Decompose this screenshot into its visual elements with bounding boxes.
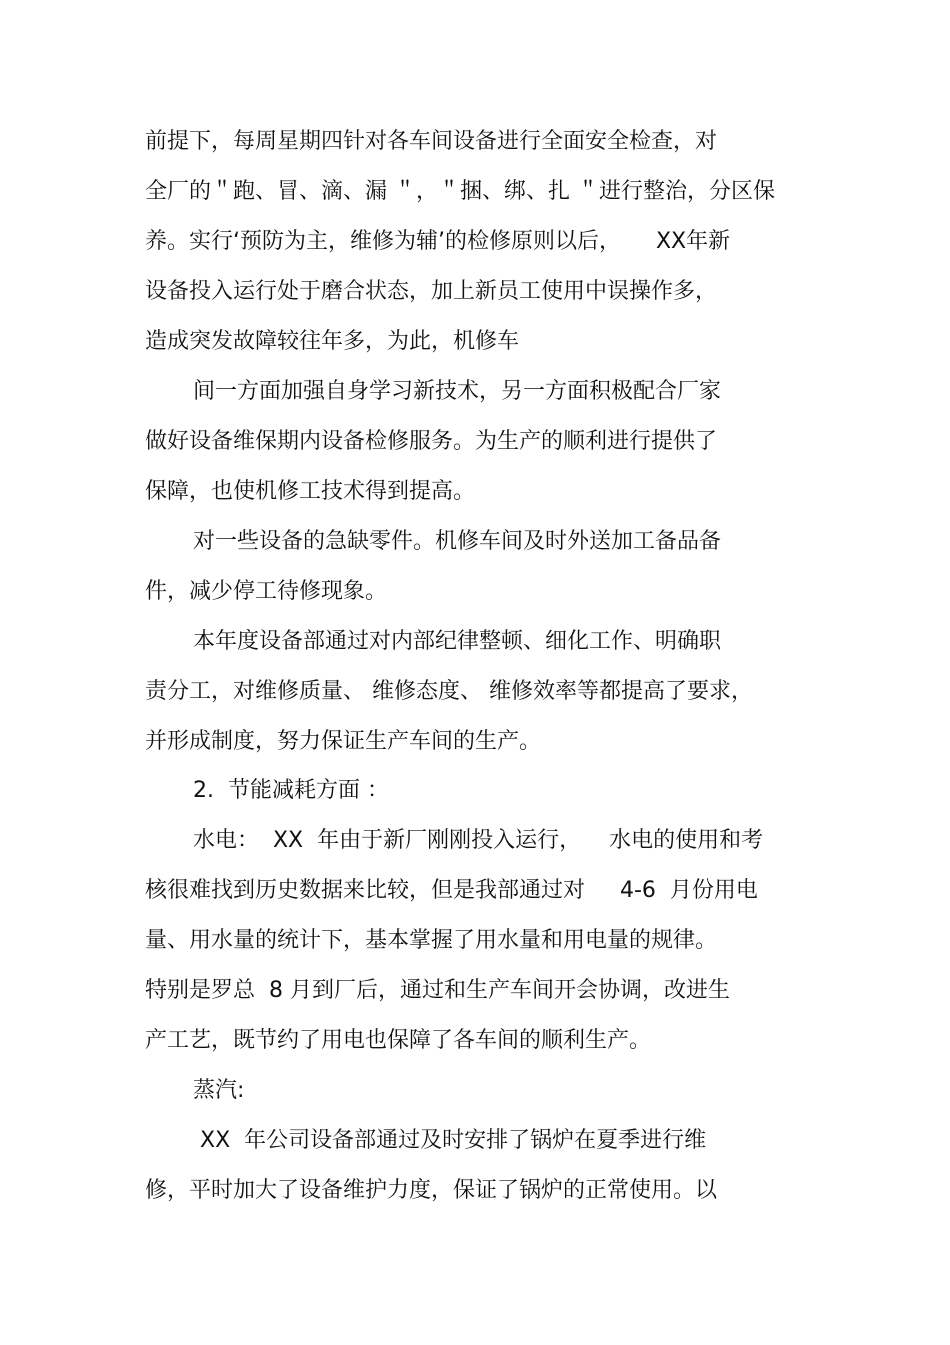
text-line: 件，减少停工待修现象。 bbox=[145, 579, 388, 604]
text-line: XX 年公司设备部通过及时安排了锅炉在夏季进行维 bbox=[193, 1128, 707, 1153]
text-line: 造成突发故障较往年多，为此，机修车 bbox=[145, 329, 520, 354]
text-line: 保障，也使机修工技术得到提高。 bbox=[145, 479, 476, 504]
text-line: 责分工，对维修质量、 维修态度、 维修效率等都提高了要求， bbox=[145, 679, 753, 704]
text-line: 全厂的＂跑、冒、滴、漏 ＂，＂捆、绑、扎 ＂进行整治，分区保 bbox=[145, 179, 775, 204]
text-line: 设备投入运行处于磨合状态，加上新员工使用中误操作多， bbox=[145, 279, 718, 304]
text-line: 修，平时加大了设备维护力度，保证了锅炉的正常使用。以 bbox=[145, 1178, 718, 1203]
section-heading: 2. 节能减耗方面 ： bbox=[193, 778, 389, 803]
text-line: 对一些设备的急缺零件。机修车间及时外送加工备品备 bbox=[193, 529, 722, 554]
text-line: 核很难找到历史数据来比较，但是我部通过对 4-6 月份用电 bbox=[145, 878, 758, 903]
text-line: 做好设备维保期内设备检修服务。为生产的顺利进行提供了 bbox=[145, 429, 718, 454]
text-line: 前提下，每周星期四针对各车间设备进行全面安全检查，对 bbox=[145, 129, 718, 154]
subsection-label: 蒸汽: bbox=[193, 1078, 245, 1103]
text-line: 并形成制度，努力保证生产车间的生产。 bbox=[145, 729, 542, 754]
text-line: 量、用水量的统计下，基本掌握了用水量和用电量的规律。 bbox=[145, 928, 718, 953]
text-line: 产工艺，既节约了用电也保障了各车间的顺利生产。 bbox=[145, 1028, 652, 1053]
text-line: 本年度设备部通过对内部纪律整顿、细化工作、明确职 bbox=[193, 629, 722, 654]
text-line: 水电： XX 年由于新厂刚刚投入运行， 水电的使用和考 bbox=[193, 828, 764, 853]
text-line: 间一方面加强自身学习新技术，另一方面积极配合厂家 bbox=[193, 379, 722, 404]
text-line: 养。实行‘预防为主，维修为辅’的检修原则以后， XX年新 bbox=[145, 229, 731, 254]
text-line: 特别是罗总 8 月到厂后，通过和生产车间开会协调，改进生 bbox=[145, 978, 730, 1003]
